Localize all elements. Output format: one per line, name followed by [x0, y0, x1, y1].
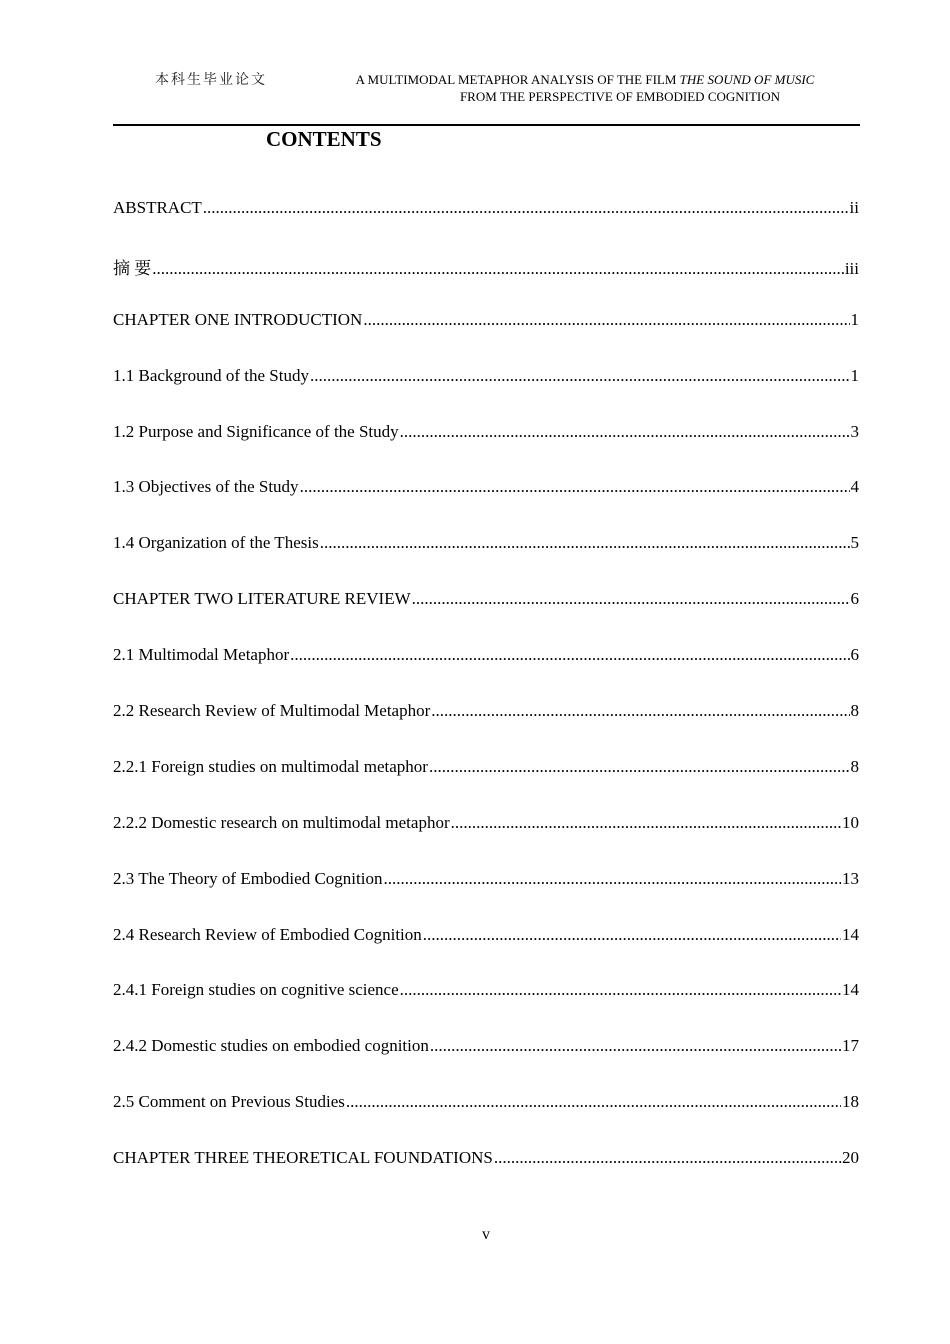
toc-entry-page: 3: [850, 421, 859, 441]
table-of-contents: [113, 198, 859, 1204]
header-title-film: THE SOUND OF MUSIC: [679, 72, 815, 87]
toc-dot-leader: [320, 533, 850, 553]
toc-entry[interactable]: [113, 477, 859, 533]
toc-entry-page: 4: [850, 477, 859, 497]
toc-dot-leader: [429, 757, 850, 777]
toc-entry-page: 20: [842, 1148, 859, 1168]
page-title: CONTENTS: [266, 127, 382, 151]
toc-entry-page: 5: [850, 533, 859, 553]
toc-entry[interactable]: [113, 1036, 859, 1092]
header-title-line1: A MULTIMODAL METAPHOR ANALYSIS OF THE FILM: [355, 72, 680, 87]
toc-entry-label: 1.4 Organization of the Thesis: [113, 533, 319, 553]
toc-entry-page: iii: [844, 258, 859, 278]
toc-entry-page: 13: [842, 868, 859, 888]
toc-entry-page: ii: [849, 198, 859, 217]
toc-entry-label: ABSTRACT: [113, 198, 202, 217]
toc-entry[interactable]: [113, 645, 859, 701]
toc-entry-page: 17: [842, 1036, 859, 1056]
toc-entry[interactable]: [113, 254, 859, 310]
toc-dot-leader: [310, 366, 850, 386]
toc-entry[interactable]: [113, 198, 859, 254]
toc-dot-leader: [300, 477, 850, 497]
toc-entry-label: 1.1 Background of the Study: [113, 365, 309, 385]
toc-dot-leader: [430, 1036, 841, 1056]
toc-entry-label: 2.2.1 Foreign studies on multimodal metaphor: [113, 756, 428, 776]
toc-dot-leader: [203, 198, 849, 218]
toc-entry-label: 2.4.2 Domestic studies on embodied cognition: [113, 1036, 429, 1056]
toc-entry[interactable]: [113, 869, 859, 925]
toc-entry[interactable]: [113, 589, 859, 645]
toc-dot-leader: [290, 645, 849, 665]
toc-entry[interactable]: [113, 757, 859, 813]
toc-entry-page: 14: [842, 924, 859, 944]
toc-entry-label: 2.2.2 Domestic research on multimodal metaphor: [113, 812, 450, 832]
toc-entry-page: 14: [842, 980, 859, 1000]
toc-entry-label: 2.2 Research Review of Multimodal Metaphor: [113, 701, 431, 721]
toc-dot-leader: [400, 980, 841, 1000]
toc-entry-page: 6: [850, 589, 859, 609]
toc-entry[interactable]: [113, 813, 859, 869]
toc-dot-leader: [346, 1092, 841, 1112]
toc-dot-leader: [431, 701, 849, 721]
toc-dot-leader: [383, 869, 841, 889]
toc-entry[interactable]: [113, 925, 859, 981]
toc-entry[interactable]: [113, 1148, 859, 1204]
toc-entry-label: CHAPTER THREE THEORETICAL FOUNDATIONS: [113, 1148, 493, 1168]
toc-entry-label: 1.3 Objectives of the Study: [113, 477, 299, 497]
header-rule: [113, 124, 860, 126]
toc-dot-leader: [423, 925, 841, 945]
header-school-label: 本科生毕业论文: [155, 72, 267, 88]
toc-entry-label: 2.4 Research Review of Embodied Cognition: [113, 924, 422, 944]
toc-entry-page: 8: [850, 701, 859, 721]
toc-entry-label: 2.4.1 Foreign studies on cognitive science: [113, 980, 399, 1000]
toc-entry-label: 2.5 Comment on Previous Studies: [113, 1092, 345, 1112]
toc-entry[interactable]: [113, 533, 859, 589]
toc-dot-leader: [451, 813, 841, 833]
toc-entry[interactable]: [113, 310, 859, 366]
toc-dot-leader: [152, 259, 844, 279]
toc-entry-page: 6: [850, 645, 859, 665]
toc-entry-label: 2.3 The Theory of Embodied Cognition: [113, 868, 383, 888]
header-title-line2: FROM THE PERSPECTIVE OF EMBODIED COGNITION: [459, 89, 781, 104]
toc-entry-label: 摘 要: [113, 258, 152, 278]
toc-entry-page: 10: [842, 812, 859, 832]
toc-entry-page: 1: [850, 365, 859, 385]
header-thesis-title: [300, 71, 840, 105]
toc-dot-leader: [400, 422, 850, 442]
toc-entry[interactable]: [113, 701, 859, 757]
toc-entry-page: 18: [842, 1092, 859, 1112]
toc-entry-page: 1: [850, 309, 859, 329]
toc-dot-leader: [412, 589, 850, 609]
toc-entry-label: CHAPTER TWO LITERATURE REVIEW: [113, 589, 411, 609]
page-number: v: [482, 1226, 490, 1243]
toc-entry[interactable]: [113, 1092, 859, 1148]
toc-dot-leader: [363, 310, 849, 330]
toc-entry-label: CHAPTER ONE INTRODUCTION: [113, 309, 363, 329]
toc-entry-label: 2.1 Multimodal Metaphor: [113, 645, 290, 665]
toc-entry[interactable]: [113, 422, 859, 478]
toc-dot-leader: [494, 1148, 841, 1168]
toc-entry[interactable]: [113, 366, 859, 422]
toc-entry[interactable]: [113, 980, 859, 1036]
toc-entry-label: 1.2 Purpose and Significance of the Study: [113, 421, 399, 441]
toc-entry-page: 8: [850, 756, 859, 776]
